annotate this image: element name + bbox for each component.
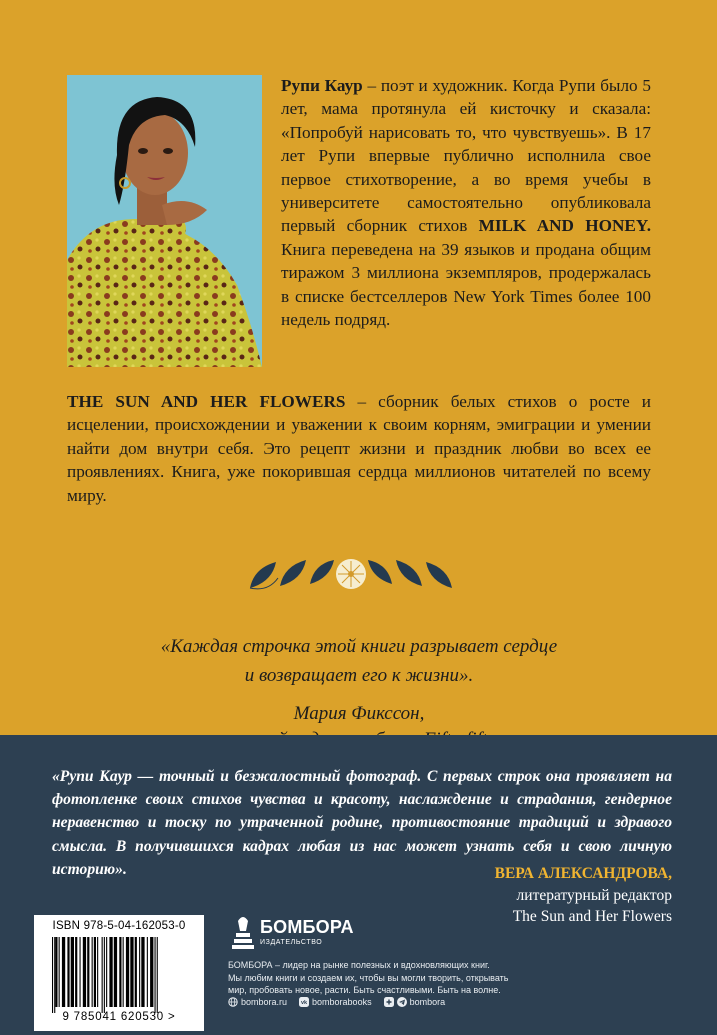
reviewer-book: The Sun and Her Flowers	[512, 908, 672, 926]
reviewer	[495, 863, 672, 928]
telegram-link-label: bombora	[409, 997, 446, 1007]
bio-text-2: Книга переведена на 39 языков и продана общим тиражом 3 миллиона экземпляров, продержалась в списке бестселлеров New York Times более 100 недель подряд.	[281, 239, 651, 330]
debut-book-title: MILK AND HONEY.	[478, 216, 651, 236]
press-quote-author-name: Мария Фикссон,	[293, 703, 425, 724]
author-name: Рупи Каур	[281, 76, 363, 95]
vk-link-label: bomborabooks	[312, 997, 372, 1007]
globe-icon	[228, 997, 238, 1007]
publisher-logo-icon	[228, 911, 258, 951]
author-bio	[281, 74, 651, 331]
plus-icon	[384, 997, 394, 1007]
publisher-links	[228, 997, 445, 1007]
leaf-flower-ornament	[246, 552, 456, 596]
site-link[interactable]	[228, 997, 287, 1007]
publisher-about	[228, 959, 548, 997]
book-title: THE SUN AND HER FLOWERS	[67, 392, 346, 411]
review-quote: «Рупи Каур — точный и безжалостный фотограф. С первых строк она проявляет на фотопленке своих стихов чувства и красоту, наслаждение и страдания, гендерное неравенство и тоску по утраченной родине, противостояние традиций и здравого смысла. В получившихся кадрах любая из нас может узнать себя и свою личную историю».	[52, 768, 672, 878]
barcode-bars	[50, 937, 196, 1013]
blurb-text: – сборник белых стихов о росте и исцелении, происхождении и уважении к своим корням, эмиграции и умении найти дом внутри себя. Это рецепт жизни и праздник любви во всех ее проявлениях. Книга, уже покорившая сердца миллионов читателей по всему миру.	[67, 392, 651, 505]
svg-text:vk: vk	[300, 1000, 308, 1007]
barcode-digits: 9 785041 620530 >	[62, 1011, 176, 1023]
press-quote	[67, 632, 651, 690]
isbn-text: ISBN 978-5-04-162053-0	[52, 920, 186, 932]
vk-link[interactable]	[299, 997, 372, 1007]
author-photo	[67, 75, 262, 367]
press-quote-line-2: и возвращает его к жизни».	[244, 665, 474, 686]
reviewer-name: ВЕРА АЛЕКСАНДРОВА,	[494, 865, 672, 882]
book-blurb	[67, 390, 651, 507]
reviewer-role: литературный редактор	[516, 886, 672, 904]
bio-text-1: – поэт и художник. Когда Рупи было 5 лет, мама протянула ей кисточку и сказала: «Попробуй нарисовать то, что чувствуешь». В 17 лет Рупи впервые публично исполнила свое первое стихотворение, а во время учебы в университете самостоятельно опубликовала первый сборник стихов	[281, 76, 651, 236]
bottom-panel	[0, 735, 717, 1035]
publisher-logo	[228, 911, 373, 953]
telegram-link[interactable]	[384, 997, 446, 1007]
vk-icon	[299, 997, 309, 1007]
site-link-label: bombora.ru	[241, 997, 288, 1007]
publisher-about-line-1: БОМБОРА – лидер на рынке полезных и вдохновляющих книг.	[228, 960, 490, 970]
publisher-subtitle: ИЗДАТЕЛЬСТВО	[260, 939, 323, 946]
telegram-icon	[397, 997, 407, 1007]
publisher-about-line-2: Мы любим книги и создаем их, чтобы вы могли творить, открывать	[228, 972, 509, 983]
publisher-about-line-3: мир, пробовать новое, расти. Быть счастливыми. Быть на волне.	[228, 985, 501, 995]
publisher-name: БОМБОРА	[260, 917, 354, 937]
barcode-label	[34, 915, 204, 1031]
press-quote-line-1: «Каждая строчка этой книги разрывает сердце	[160, 636, 558, 657]
